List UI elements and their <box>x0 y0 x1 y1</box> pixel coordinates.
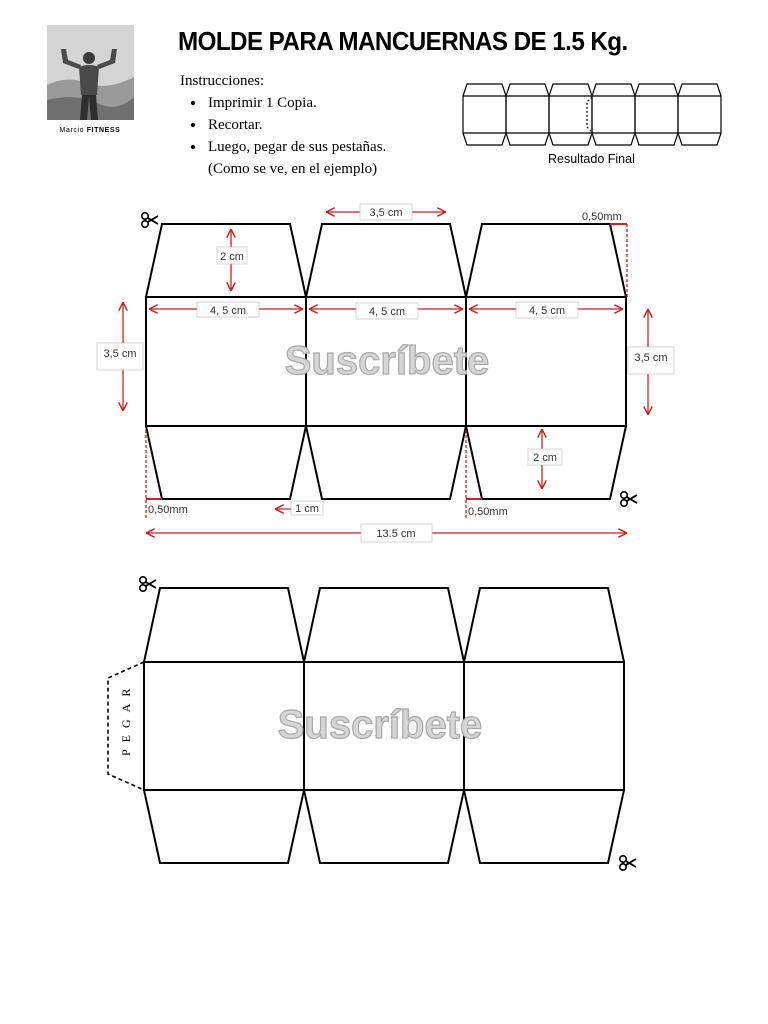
dim-panel-width: 4, 5 cm <box>368 306 406 318</box>
dim-panel-width: 4, 5 cm <box>209 305 247 317</box>
dim-trapezoid-height-bottom: 2 cm <box>533 452 557 464</box>
final-result-strip <box>463 84 721 145</box>
scissors-icon <box>142 213 158 227</box>
dim-gap: 1 cm <box>295 503 319 515</box>
brand-small-text: Marcio <box>59 127 85 134</box>
scissors-icon <box>621 492 637 506</box>
glue-tab-label: PEGAR <box>119 681 133 756</box>
instruction-step: • Recortar. <box>206 114 386 136</box>
template-2 <box>108 577 636 870</box>
dim-panel-height-left: 3,5 cm <box>103 348 137 360</box>
template-1 <box>97 204 674 542</box>
dim-panel-width: 4, 5 cm <box>528 305 566 317</box>
dim-offset-bottom-right: 0,50mm <box>468 506 508 518</box>
dim-top-width: 3,5 cm <box>369 207 403 219</box>
dim-trapezoid-height-top: 2 cm <box>220 251 244 263</box>
instructions-heading: Instrucciones: <box>180 73 265 89</box>
instruction-note: (Como se ve, en el ejemplo) <box>208 161 378 177</box>
dim-offset-bottom-left: 0,50mm <box>148 504 188 516</box>
instruction-step: • Imprimir 1 Copia. <box>206 92 386 114</box>
watermark: Suscríbete <box>277 703 483 747</box>
page-title: MOLDE PARA MANCUERNAS DE 1.5 Kg. <box>178 26 628 56</box>
dim-panel-height-right: 3,5 cm <box>634 352 668 364</box>
scissors-icon <box>140 577 156 591</box>
dim-total-width: 13.5 cm <box>376 528 416 540</box>
dim-offset-top: 0,50mm <box>582 211 622 223</box>
brand-bold-text: FITNESS <box>86 127 121 134</box>
result-caption: Resultado Final <box>548 152 635 166</box>
scissors-icon <box>620 856 636 870</box>
instruction-step: • Luego, pegar de sus pestañas. <box>206 136 386 158</box>
watermark: Suscríbete <box>284 339 490 383</box>
